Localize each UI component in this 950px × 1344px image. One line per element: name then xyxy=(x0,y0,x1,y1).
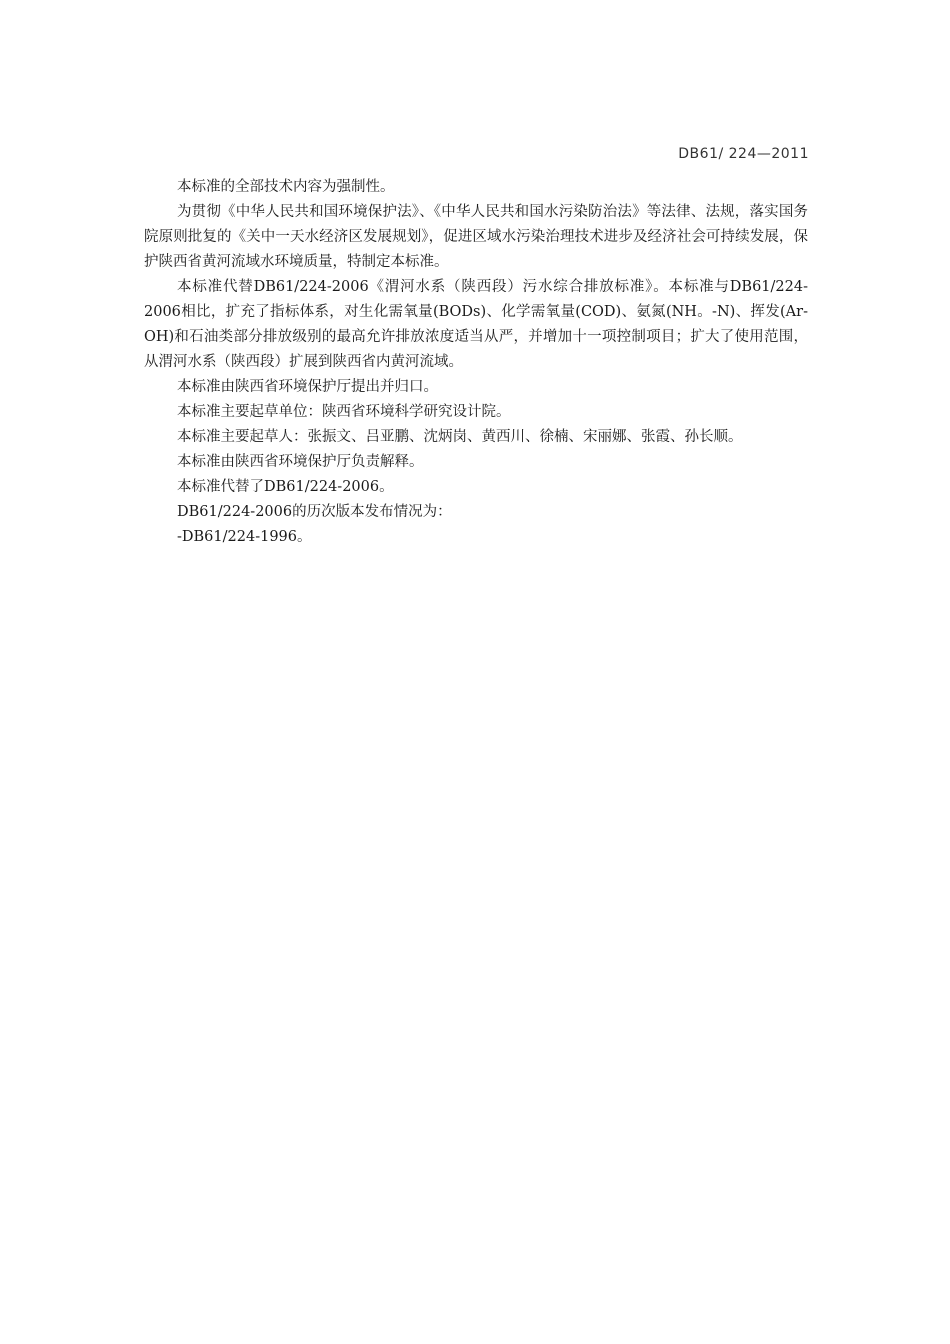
standard-code-header: DB61/ 224—2011 xyxy=(678,146,809,162)
paragraph-drafting-unit: 本标准主要起草单位：陕西省环境科学研究设计院。 xyxy=(177,404,511,420)
paragraph-history-item: -DB61/224-1996。 xyxy=(177,529,312,545)
paragraph-proposer: 本标准由陕西省环境保护厅提出并归口。 xyxy=(177,379,438,395)
paragraph-drafters: 本标准主要起草人：张振文、吕亚鹏、沈炳岗、黄西川、徐楠、宋丽娜、张霞、孙长顺。 xyxy=(177,429,743,445)
paragraph-replacement: 本标准代替DB61/224-2006《渭河水系（陕西段）污水综合排放标准》。本标准与DB61/224-2006相比，扩充了指标体系，对生化需氧量(BODs)、化学需氧量(COD)、氨氮(NH。-N)、挥发(Ar-OH)和石油类部分排放级别的最高允许排放浓度适当从严，并增加十一项控制项目；扩大了使用范围，从渭河水系（陕西段）扩展到陕西省内黄河流域。 xyxy=(144,279,808,370)
paragraph-mandatory: 本标准的全部技术内容为强制性。 xyxy=(177,179,395,195)
paragraph-replaced: 本标准代替了DB61/224-2006。 xyxy=(177,479,394,495)
paragraph-history-intro: DB61/224-2006的历次版本发布情况为： xyxy=(177,504,452,520)
paragraph-interpretation: 本标准由陕西省环境保护厅负责解释。 xyxy=(177,454,424,470)
foreword-body xyxy=(144,175,808,550)
paragraph-purpose: 为贯彻《中华人民共和国环境保护法》、《中华人民共和国水污染防治法》等法律、法规，落实国务院原则批复的《关中一天水经济区发展规划》，促进区域水污染治理技术进步及经济社会可持续发展，保护陕西省黄河流域水环境质量，特制定本标准。 xyxy=(144,204,808,270)
